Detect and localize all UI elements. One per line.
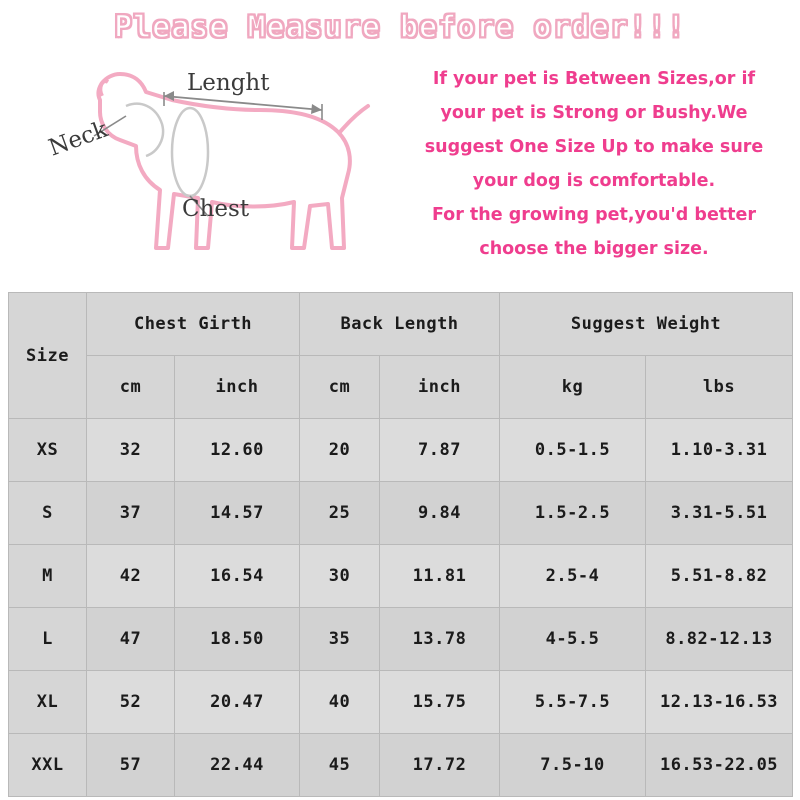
header-suggest-weight: Suggest Weight — [500, 293, 793, 356]
cell-chest-cm: 47 — [87, 608, 175, 671]
size-table — [8, 292, 793, 797]
cell-back-inch: 9.84 — [380, 482, 500, 545]
page-title: Please Measure before order!!! — [114, 10, 686, 45]
header-weight-kg: kg — [500, 356, 646, 419]
cell-weight-kg: 7.5-10 — [500, 734, 646, 797]
cell-chest-inch: 20.47 — [175, 671, 300, 734]
cell-weight-lbs: 8.82-12.13 — [646, 608, 793, 671]
cell-weight-lbs: 16.53-22.05 — [646, 734, 793, 797]
cell-back-inch: 15.75 — [380, 671, 500, 734]
cell-back-inch: 11.81 — [380, 545, 500, 608]
diagram-label-neck: Neck — [45, 116, 112, 162]
cell-size: L — [9, 608, 87, 671]
table-row — [9, 734, 793, 797]
cell-back-inch: 13.78 — [380, 608, 500, 671]
header-back-length: Back Length — [300, 293, 500, 356]
cell-back-cm: 30 — [300, 545, 380, 608]
cell-size: S — [9, 482, 87, 545]
cell-back-cm: 45 — [300, 734, 380, 797]
header-weight-lbs: lbs — [646, 356, 793, 419]
diagram-label-chest: Chest — [182, 196, 250, 222]
table-row — [9, 545, 793, 608]
cell-weight-lbs: 3.31-5.51 — [646, 482, 793, 545]
cell-weight-kg: 4-5.5 — [500, 608, 646, 671]
header-back-inch: inch — [380, 356, 500, 419]
note-line-3: suggest One Size Up to make sure — [424, 137, 764, 157]
cell-weight-kg: 1.5-2.5 — [500, 482, 646, 545]
dog-measurement-diagram — [22, 48, 382, 283]
header-back-cm: cm — [300, 356, 380, 419]
cell-chest-cm: 52 — [87, 671, 175, 734]
header-chest-inch: inch — [175, 356, 300, 419]
note-line-6: choose the bigger size. — [479, 239, 709, 259]
table-header-units — [9, 356, 793, 419]
table-header-groups — [9, 293, 793, 356]
cell-chest-cm: 32 — [87, 419, 175, 482]
cell-chest-inch: 16.54 — [175, 545, 300, 608]
note-line-5: For the growing pet,you'd better — [431, 205, 757, 225]
cell-weight-kg: 5.5-7.5 — [500, 671, 646, 734]
cell-back-inch: 7.87 — [380, 419, 500, 482]
note-line-2: your pet is Strong or Bushy.We — [440, 103, 748, 123]
cell-weight-kg: 2.5-4 — [500, 545, 646, 608]
cell-chest-inch: 12.60 — [175, 419, 300, 482]
cell-size: XS — [9, 419, 87, 482]
table-row — [9, 608, 793, 671]
cell-weight-lbs: 12.13-16.53 — [646, 671, 793, 734]
cell-chest-inch: 14.57 — [175, 482, 300, 545]
cell-chest-cm: 37 — [87, 482, 175, 545]
table-row — [9, 671, 793, 734]
cell-chest-inch: 22.44 — [175, 734, 300, 797]
header-chest-cm: cm — [87, 356, 175, 419]
cell-back-cm: 25 — [300, 482, 380, 545]
cell-weight-kg: 0.5-1.5 — [500, 419, 646, 482]
note-line-4: your dog is comfortable. — [472, 171, 716, 191]
cell-size: XL — [9, 671, 87, 734]
cell-back-inch: 17.72 — [380, 734, 500, 797]
table-row — [9, 482, 793, 545]
cell-size: M — [9, 545, 87, 608]
cell-back-cm: 35 — [300, 608, 380, 671]
cell-weight-lbs: 5.51-8.82 — [646, 545, 793, 608]
cell-weight-lbs: 1.10-3.31 — [646, 419, 793, 482]
cell-chest-cm: 42 — [87, 545, 175, 608]
cell-chest-cm: 57 — [87, 734, 175, 797]
cell-chest-inch: 18.50 — [175, 608, 300, 671]
note-line-1: If your pet is Between Sizes,or if — [432, 69, 756, 89]
size-table-container — [8, 292, 792, 797]
header-chest-girth: Chest Girth — [87, 293, 300, 356]
header-size: Size — [9, 293, 87, 419]
sizing-note — [398, 62, 790, 266]
cell-back-cm: 40 — [300, 671, 380, 734]
table-row — [9, 419, 793, 482]
cell-size: XXL — [9, 734, 87, 797]
cell-back-cm: 20 — [300, 419, 380, 482]
diagram-label-length: Lenght — [187, 70, 270, 96]
